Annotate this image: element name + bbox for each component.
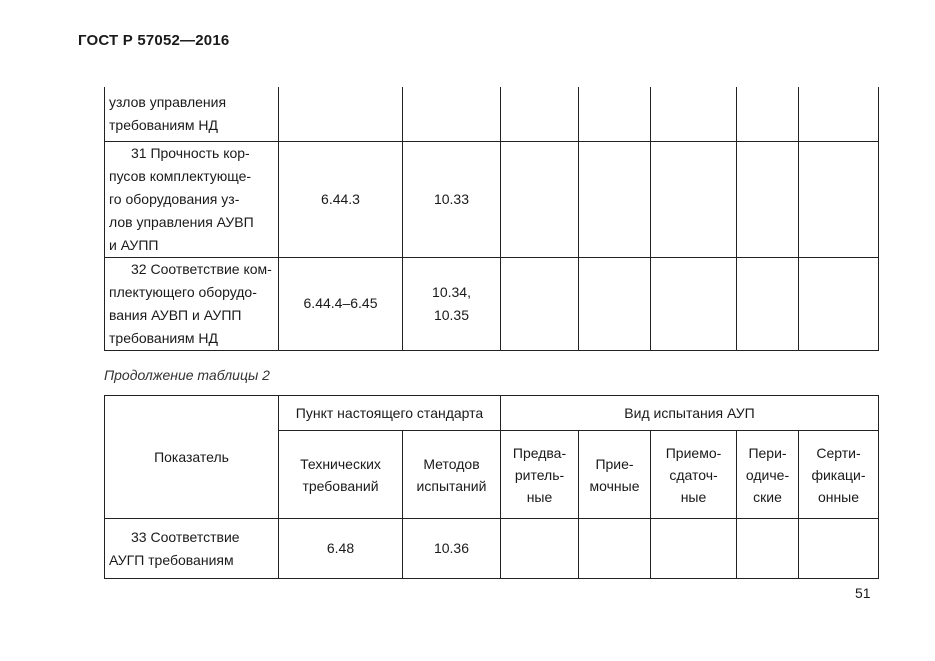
preliminary-header: Предва- ритель- ные [501, 431, 579, 519]
periodic-header: Пери- одиче- ские [737, 431, 799, 519]
tech-clause-cell: 6.44.3 [279, 141, 403, 257]
method-clause-cell: 10.36 [403, 519, 501, 579]
indicator-cell: 31 Прочность кор- пусов комплектующе- го оборудования уз- лов управления АУВП и АУПП [105, 141, 279, 257]
test-cell-handover [651, 257, 737, 350]
method-clause-cell: 10.33 [403, 141, 501, 257]
test-cell-preliminary [501, 87, 579, 141]
handover-header: Приемо- сдаточ- ные [651, 431, 737, 519]
test-cell-periodic [737, 141, 799, 257]
tech-requirements-header: Технических требований [279, 431, 403, 519]
clause-group-header: Пункт настоящего стандарта [279, 396, 501, 431]
header-row [105, 396, 879, 431]
test-cell-preliminary [501, 141, 579, 257]
table-caption: Продолжение таблицы 2 [104, 367, 270, 383]
test-cell-handover [651, 141, 737, 257]
table-row [105, 519, 879, 579]
test-cell-handover [651, 87, 737, 141]
test-cell-acceptance [579, 141, 651, 257]
test-cell-handover [651, 519, 737, 579]
test-methods-header: Методов испытаний [403, 431, 501, 519]
indicator-cell: узлов управления требованиям НД [105, 87, 279, 141]
method-clause-cell [403, 87, 501, 141]
test-type-group-header: Вид испытания АУП [501, 396, 879, 431]
test-cell-periodic [737, 87, 799, 141]
test-cell-acceptance [579, 257, 651, 350]
certification-header: Серти- фикаци- онные [799, 431, 879, 519]
table-2-continued [104, 395, 879, 579]
indicator-cell: 33 Соответствие АУГП требованиям [105, 519, 279, 579]
tech-clause-cell: 6.48 [279, 519, 403, 579]
table-continuation-top [104, 87, 879, 351]
document-header: ГОСТ Р 57052—2016 [78, 32, 230, 49]
test-cell-acceptance [579, 519, 651, 579]
table-row [105, 87, 879, 141]
method-clause-cell: 10.34, 10.35 [403, 257, 501, 350]
acceptance-header: Прие- мочные [579, 431, 651, 519]
indicator-header: Показатель [105, 396, 279, 519]
tech-clause-cell [279, 87, 403, 141]
table-row [105, 257, 879, 350]
test-cell-periodic [737, 519, 799, 579]
table-row [105, 141, 879, 257]
test-cell-preliminary [501, 519, 579, 579]
indicator-cell: 32 Соответствие ком- плектующего оборудо- вания АУВП и АУПП требованиям НД [105, 257, 279, 350]
test-cell-certification [799, 87, 879, 141]
test-cell-acceptance [579, 87, 651, 141]
test-cell-certification [799, 519, 879, 579]
test-cell-certification [799, 141, 879, 257]
page-number: 51 [855, 585, 871, 601]
test-cell-certification [799, 257, 879, 350]
test-cell-preliminary [501, 257, 579, 350]
tech-clause-cell: 6.44.4–6.45 [279, 257, 403, 350]
test-cell-periodic [737, 257, 799, 350]
